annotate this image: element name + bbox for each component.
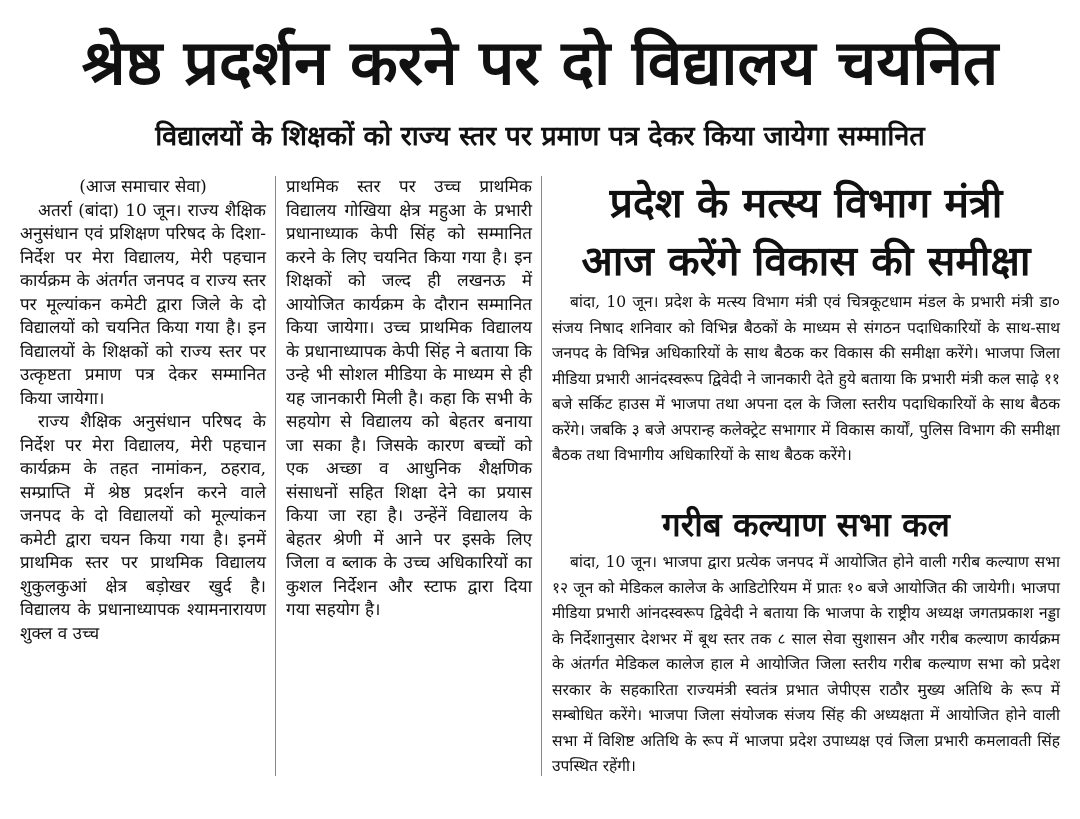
main-story-column-2: [286, 176, 532, 623]
main-story-paragraph: राज्य शैक्षिक अनुसंधान परिषद के निर्देश पर मेरा विद्यालय, मेरी पहचान कार्यक्रम के तहत नामांकन, ठहराव, सम्प्राप्ति में श्रेष्ठ प्रदर्शन करने वाले जनपद के दो विद्यालयों को मूल्यांकन कमेटी द्वारा चयन किया गया है। इनमें प्राथमिक स्तर पर प्राथमिक विद्यालय शुकुलकुआं क्षेत्र बड़ोखर खुर्द है। विद्यालय के प्रधानाध्यापक श्यामनारायण शुक्ल व उच्च: [20, 412, 266, 644]
column-divider: [275, 176, 276, 776]
story2-paragraph: बांदा, 10 जून। प्रदेश के मत्स्य विभाग मंत्री एवं चित्रकूटधाम मंडल के प्रभारी मंत्री डा० संजय निषाद शनिवार को विभिन्न बैठकों के माध्यम से संगठन पदाधिकारियों के साथ-साथ जनपद के विभिन्न अधिकारियों के साथ बैठक कर विकास की समीक्षा करेंगे। भाजपा जिला मीडिया प्रभारी आनंदस्वरूप द्विवेदी ने जानकारी देते हुये बताया कि प्रभारी मंत्री कल साढ़े ११ बजे सर्किट हाउस में भाजपा तथा अपना दल के जिला स्तरीय पदाधिकारियों के साथ बैठक करेंगे। जबकि ३ बजे अपरान्ह कलेक्ट्रेट सभागार में विकास कार्यों, पुलिस विभाग की समीक्षा बैठक तथा विभागीय अधिकारियों के साथ बैठक करेंगे।: [552, 293, 1060, 464]
news-credit: (आज समाचार सेवा): [79, 177, 207, 197]
main-story-paragraph: अतर्रा (बांदा) 10 जून। राज्य शैक्षिक अनुसंधान एवं प्रशिक्षण परिषद के दिशा-निर्देश पर मेरा विद्यालय, मेरी पहचान कार्यक्रम के अंतर्गत जनपद व राज्य स्तर पर मूल्यांकन कमेटी द्वारा जिले के दो विद्यालयों को चयनित किया गया है। इन विद्यालयों के शिक्षकों को राज्य स्तर पर उत्कृष्टता प्रमाण पत्र देकर सम्मानित किया जायेगा।: [20, 200, 266, 409]
story2-headline: [552, 174, 1060, 290]
main-story-column-1: [20, 176, 266, 646]
story3-body: [552, 550, 1060, 780]
column-divider: [541, 176, 542, 776]
main-story-paragraph: प्राथमिक स्तर पर उच्च प्राथमिक विद्यालय गोखिया क्षेत्र महुआ के प्रभारी प्रधानाध्याक केपी सिंह को सम्मानित करने के लिए चयनित किया गया है। इन शिक्षकों को जल्द ही लखनऊ में आयोजित कार्यक्रम के दौरान सम्मानित किया जायेगा। उच्च प्राथमिक विद्यालय के प्रधानाध्यापक केपी सिंह ने बताया कि उन्हे भी सोशल मीडिया के माध्यम से ही यह जानकारी मिली है। कहा कि सभी के सहयोग से विद्यालय को बेहतर बनाया जा सका है। जिसके कारण बच्चों को एक अच्छा व आधुनिक शैक्षणिक संसाधनों सहित शिक्षा देने का प्रयास किया जा रहा है। उन्हेंनें विद्यालय के बेहतर श्रेणी में आने पर इसके लिए जिला व ब्लाक के उच्च अधिकारियों का कुशल निर्देशन और स्टाफ द्वारा दिया गया सहयोग है।: [286, 177, 532, 620]
story2-headline-line: आज करेंगे विकास की समीक्षा: [581, 237, 1031, 285]
story2-body: [552, 290, 1060, 469]
main-headline: श्रेष्ठ प्रदर्शन करने पर दो विद्यालय चयनित: [81, 26, 999, 99]
story3-paragraph: बांदा, 10 जून। भाजपा द्वारा प्रत्येक जनपद में आयोजित होने वाली गरीब कल्याण सभा १२ जून को मेडिकल कालेज के आडिटोरियम में प्रातः १० बजे आयोजित की जायेगी। भाजपा मीडिया प्रभारी आंनदस्वरूप द्विवेदी ने बताया कि भाजपा के राष्ट्रीय अध्यक्ष जगतप्रकाश नड्डा के निर्देशानुसार देशभर में बूथ स्तर तक ८ साल सेवा सुशासन और गरीब कल्याण कार्यक्रम के अंतर्गत मेडिकल कालेज हाल मे आयोजित जिला स्तरीय गरीब कल्याण सभा को प्रदेश सरकार के सहकारिता राज्यमंत्री स्वतंत्र प्रभात जेपीएस राठौर मुख्य अतिथि के रूप में सम्बोधित करेंगे। भाजपा जिला संयोजक संजय सिंह की अध्यक्षता में आयोजित होने वाली सभा में विशिष्ट अतिथि के रूप में भाजपा प्रदेश उपाध्यक्ष एवं जिला प्रभारी कमलावती सिंह उपस्थित रहेंगी।: [552, 553, 1060, 775]
story2-headline-line: प्रदेश के मत्स्य विभाग मंत्री: [609, 179, 1003, 227]
sub-headline: विद्यालयों के शिक्षकों को राज्य स्तर पर प्रमाण पत्र देकर किया जायेगा सम्मानित: [155, 121, 925, 152]
story3-headline: गरीब कल्याण सभा कल: [662, 505, 950, 544]
